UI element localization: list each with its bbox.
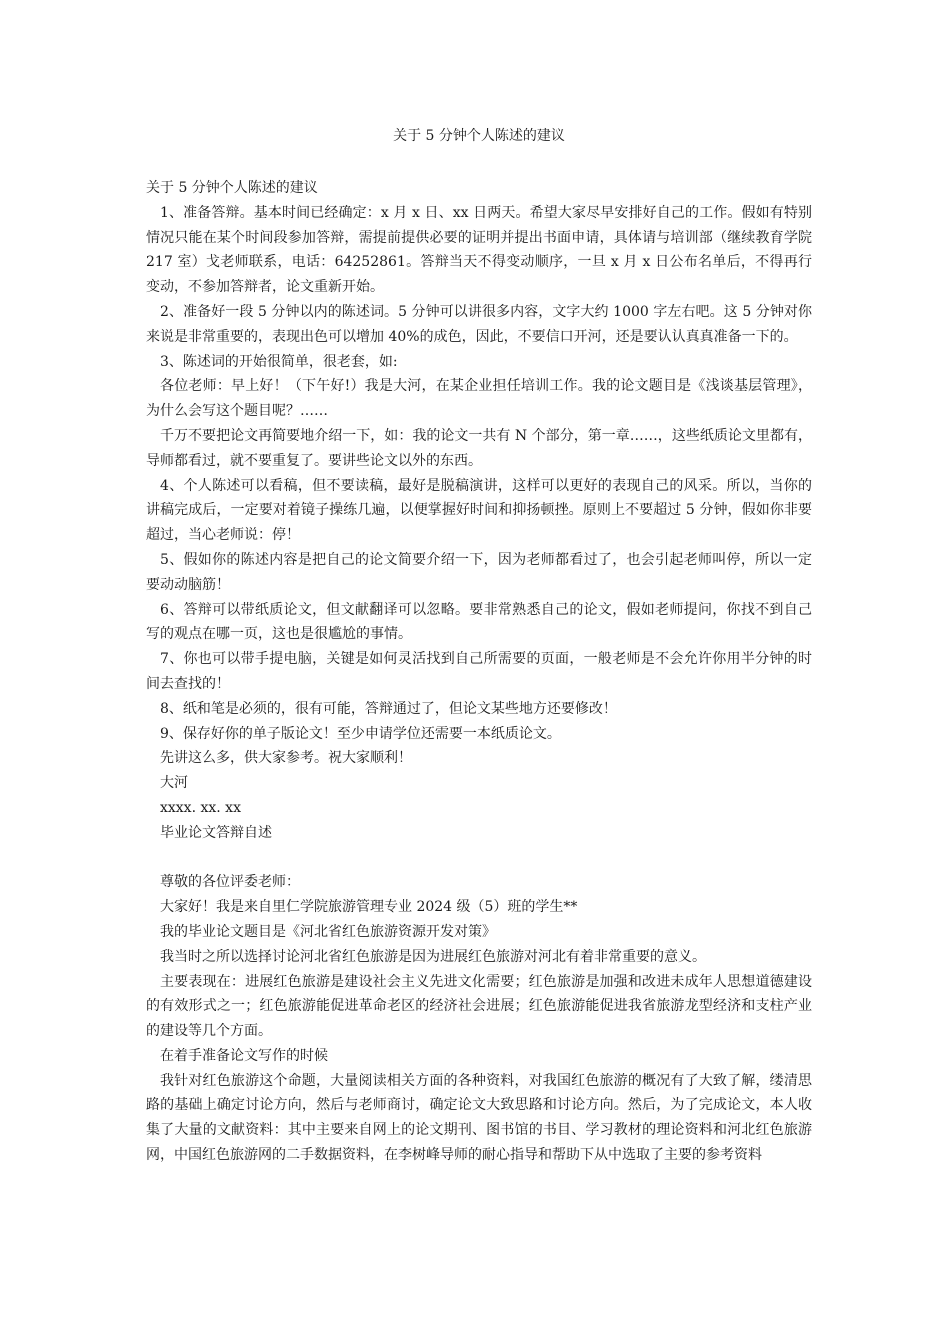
paragraph: 5、假如你的陈述内容是把自己的论文简要介绍一下，因为老师都看过了，也会引起老师叫停，所以一定要动动脑筋！ <box>146 551 812 593</box>
paragraph: 关于 5 分钟个人陈述的建议 <box>146 180 318 196</box>
paragraph: 我当时之所以选择讨论河北省红色旅游是因为进展红色旅游对河北有着非常重要的意义。 <box>160 948 706 965</box>
paragraph: 2、准备好一段 5 分钟以内的陈述词。5 分钟可以讲很多内容，文字大约 1000 字左右吧。这 5 分钟对你来说是非常重要的，表现出色可以增加 40%的成色，因此，不要信口开河，还是要认认真真准备一下的。 <box>146 303 812 345</box>
paragraph: 尊敬的各位评委老师： <box>160 874 300 891</box>
paragraph: 千万不要把论文再简要地介绍一下，如：我的论文一共有 N 个部分，第一章……，这些纸质论文里都有，导师都看过，就不要重复了。要讲些论文以外的东西。 <box>146 427 812 469</box>
document-body <box>146 176 812 1168</box>
paragraph: 1、准备答辩。基本时间已经确定：x 月 x 日、xx 日两天。希望大家尽早安排好自己的工作。假如有特别情况只能在某个时间段参加答辩，需提前提供必要的证明并提出书面申请，具体请与培训部（继续教育学院 217 室）戈老师联系，电话：64252861。答辩当天不得变动顺序，一旦 x 月 x 日公布名单后，不得再行变动，不参加答辩者，论文重新开始。 <box>146 204 812 296</box>
blank-line <box>146 846 812 871</box>
paragraph: 8、纸和笔是必须的，很有可能，答辩通过了，但论文某些地方还要修改！ <box>160 700 617 717</box>
paragraph: 毕业论文答辩自述 <box>160 824 272 841</box>
document-title: 关于 5 分钟个人陈述的建议 <box>393 128 565 144</box>
paragraph: 3、陈述词的开始很简单，很老套，如: <box>160 353 398 370</box>
paragraph: 我针对红色旅游这个命题，大量阅读相关方面的各种资料，对我国红色旅游的概况有了大致了解，缕清思路的基础上确定讨论方向，然后与老师商讨，确定论文大致思路和讨论方向。然后，为了完成论文，本人收集了大量的文献资料：其中主要来自网上的论文期刊、图书馆的书目、学习教材的理论资料和河北红色旅游网，中国红色旅游网的二手数据资料，在李树峰导师的耐心指导和帮助下从中选取了主要的参考资料 <box>146 1072 812 1164</box>
paragraph: 大家好！我是来自里仁学院旅游管理专业 2024 级（5）班的学生** <box>160 899 578 916</box>
paragraph: 7、你也可以带手提电脑，关键是如何灵活找到自己所需要的页面，一般老师是不会允许你用半分钟的时间去查找的！ <box>146 651 812 692</box>
paragraph: 大河 <box>160 775 188 792</box>
paragraph: 先讲这么多，供大家参考。祝大家顺利！ <box>160 750 412 767</box>
paragraph: 4、个人陈述可以看稿，但不要读稿，最好是脱稿演讲，这样可以更好的表现自己的风采。所以，当你的讲稿完成后，一定要对着镜子操练几遍，以便掌握好时间和抑扬顿挫。原则上不要超过 5 分钟，假如你非要超过，当心老师说：停！ <box>146 477 812 544</box>
paragraph: 主要表现在：进展红色旅游是建设社会主义先进文化需要；红色旅游是加强和改进未成年人思想道德建设的有效形式之一；红色旅游能促进革命老区的经济社会进展；红色旅游能促进我省旅游龙型经济和支柱产业的建设等几个方面。 <box>146 973 812 1040</box>
paragraph: 各位老师：早上好！（下午好!）我是大河，在某企业担任培训工作。我的论文题目是《浅谈基层管理》，为什么会写这个题目呢？…… <box>146 378 812 420</box>
paragraph: 我的毕业论文题目是《河北省红色旅游资源开发对策》 <box>160 923 496 940</box>
paragraph: xxxx. xx. xx <box>160 799 241 816</box>
paragraph: 9、保存好你的单子版论文！至少申请学位还需要一本纸质论文。 <box>160 725 561 742</box>
paragraph: 在着手准备论文写作的时候 <box>160 1047 328 1064</box>
paragraph: 6、答辩可以带纸质论文，但文献翻译可以忽略。要非常熟悉自己的论文，假如老师提问，你找不到自己写的观点在哪一页，这也是很尴尬的事情。 <box>146 601 812 643</box>
